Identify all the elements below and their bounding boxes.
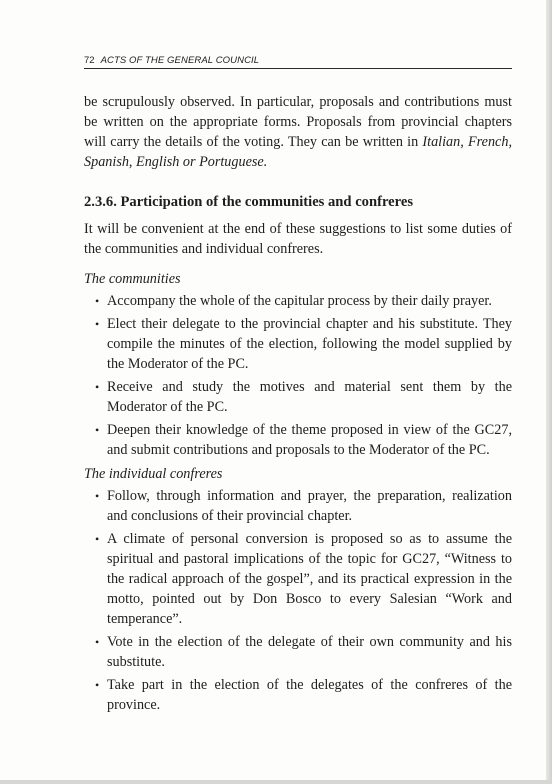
list-item <box>84 291 512 311</box>
opening-paragraph <box>84 92 512 172</box>
list-item <box>84 377 512 417</box>
opening-paragraph-text: be scrupulously observed. In particular, proposals and contributions must be written on the appropriate forms. Proposals from provincial chapters will carry the details of the voting. They can be written in <box>84 94 512 150</box>
list-item-text: Accompany the whole of the capitular process by their daily prayer. <box>107 293 492 309</box>
bullet-icon: • <box>95 532 100 546</box>
list-item-text: Follow, through information and prayer, the preparation, realization and conclusions of their provincial chapter. <box>107 488 512 524</box>
list-item <box>84 486 512 526</box>
page-number: 72 <box>84 55 95 66</box>
section-heading: 2.3.6. Participation of the communities and confreres <box>84 194 414 210</box>
list-item <box>84 314 512 374</box>
bullet-icon: • <box>95 489 100 503</box>
list-item <box>84 632 512 672</box>
intro-paragraph: It will be convenient at the end of these suggestions to list some duties of the communities and individual confreres. <box>84 221 512 257</box>
running-head <box>84 55 512 69</box>
list-item <box>84 675 512 715</box>
bullet-icon: • <box>95 380 100 394</box>
list-item <box>84 420 512 460</box>
list-item-text: A climate of personal conversion is proposed so as to assume the spiritual and pastoral implications of the topic for GC27, “Witness to the radical approach of the gospel”, and its practical expression in the motto, pointed out by Don Bosco to every Salesian “Work and temperance”. <box>107 531 512 627</box>
list-item-text: Vote in the election of the delegate of their own community and his substitute. <box>107 634 512 670</box>
list-item <box>84 529 512 629</box>
communities-heading: The communities <box>84 271 181 287</box>
page-body <box>84 92 512 718</box>
communities-list <box>84 291 512 460</box>
scan-page-edge <box>546 0 552 784</box>
list-item-text: Deepen their knowledge of the theme proposed in view of the GC27, and submit contributions and proposals to the Moderator of the PC. <box>107 422 512 458</box>
bullet-icon: • <box>95 423 100 437</box>
confreres-heading: The individual confreres <box>84 466 223 482</box>
list-item-text: Receive and study the motives and material sent them by the Moderator of the PC. <box>107 379 512 415</box>
confreres-list <box>84 486 512 715</box>
list-item-text: Take part in the election of the delegates of the confreres of the province. <box>107 677 512 713</box>
bullet-icon: • <box>95 317 100 331</box>
running-head-title: ACTS OF THE GENERAL COUNCIL <box>100 55 260 66</box>
bullet-icon: • <box>95 678 100 692</box>
bullet-icon: • <box>95 294 100 308</box>
scan-bottom-edge <box>0 780 552 784</box>
bullet-icon: • <box>95 635 100 649</box>
list-item-text: Elect their delegate to the provincial chapter and his substitute. They compile the minutes of the election, following the model supplied by the Moderator of the PC. <box>107 316 512 372</box>
languages-italic: Italian, French, Spanish, English or Portuguese. <box>84 134 512 170</box>
